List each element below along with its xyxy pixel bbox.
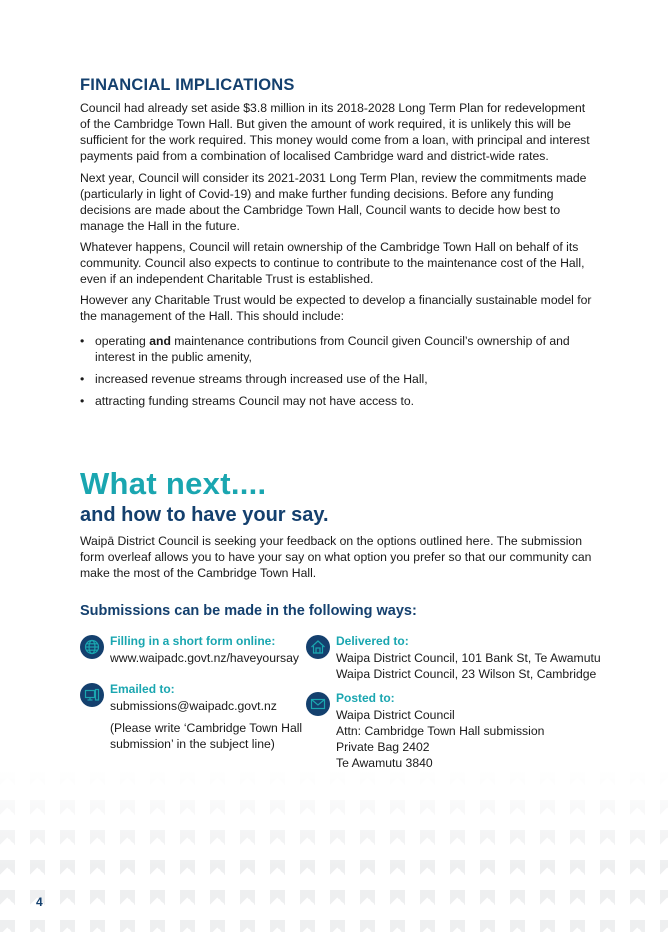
list-item: • increased revenue streams through increased use of the Hall, bbox=[80, 371, 592, 387]
envelope-icon bbox=[306, 692, 330, 716]
what-next-subtitle: and how to have your say. bbox=[80, 504, 329, 526]
website-link[interactable]: www.waipadc.govt.nz/haveyoursay bbox=[110, 651, 300, 665]
bullet-bold-text: and bbox=[149, 334, 171, 348]
method-title: Posted to: bbox=[336, 691, 395, 705]
bullet-text: maintenance contributions from Council given Council’s ownership of and interest in the public amenity, bbox=[95, 334, 570, 364]
funding-list bbox=[80, 333, 592, 415]
financial-paragraph-1: Council had already set aside $3.8 million in its 2018-2028 Long Term Plan for redevelopment of the Cambridge Town Hall. But given the amount of work required, it is unlikely this will be sufficient for the work required. This money would come from a loan, with principal and interest payments paid from a combination of localised Cambridge ward and district-wide rates. bbox=[80, 101, 590, 163]
house-icon bbox=[306, 635, 330, 659]
page-number: 4 bbox=[36, 895, 43, 909]
address-line: Waipa District Council bbox=[336, 708, 455, 722]
financial-paragraph-4: However any Charitable Trust would be expected to develop a financially sustainable model for the management of the Hall. This should include: bbox=[80, 293, 592, 323]
list-item: • attracting funding streams Council may not have access to. bbox=[80, 393, 592, 409]
method-title: Emailed to: bbox=[110, 682, 175, 696]
list-item bbox=[80, 333, 592, 365]
what-next-title: What next.... bbox=[80, 466, 267, 501]
email-note: submission’ in the subject line) bbox=[110, 737, 275, 751]
financial-heading: FINANCIAL IMPLICATIONS bbox=[80, 76, 295, 94]
globe-icon bbox=[80, 635, 104, 659]
financial-paragraph-3: Whatever happens, Council will retain ownership of the Cambridge Town Hall on behalf of its community. Council also expects to continue to contribute to the maintenance cost of the Hall, even if an independent Charitable Trust is established. bbox=[80, 240, 585, 286]
method-title: Filling in a short form online: bbox=[110, 634, 276, 648]
submissions-heading: Submissions can be made in the following ways: bbox=[80, 603, 417, 619]
address-line: Waipa District Council, 23 Wilson St, Cambridge bbox=[336, 667, 597, 681]
method-title: Delivered to: bbox=[336, 634, 409, 648]
email-note: (Please write ‘Cambridge Town Hall bbox=[110, 721, 303, 735]
financial-paragraph-2: Next year, Council will consider its 2021-2031 Long Term Plan, review the commitments made (particularly in light of Covid-19) and make further funding decisions. Before any funding decisions are made about the Cambridge Town Hall, Council wants to decide how best to manage the Hall in the future. bbox=[80, 171, 587, 233]
address-line: Private Bag 2402 bbox=[336, 740, 430, 754]
computer-icon bbox=[80, 683, 104, 707]
what-next-intro: Waipā District Council is seeking your feedback on the options outlined here. The submission form overleaf allows you to have your say on what option you prefer so that our community can make the most of the Cambridge Town Hall. bbox=[80, 534, 592, 580]
bullet-text: operating bbox=[95, 334, 150, 348]
address-line: Waipa District Council, 101 Bank St, Te Awamutu bbox=[336, 651, 601, 665]
address-line: Te Awamutu 3840 bbox=[336, 756, 433, 770]
address-line: Attn: Cambridge Town Hall submission bbox=[336, 724, 545, 738]
background-pattern bbox=[0, 770, 668, 932]
email-link[interactable]: submissions@waipadc.govt.nz bbox=[110, 699, 277, 713]
